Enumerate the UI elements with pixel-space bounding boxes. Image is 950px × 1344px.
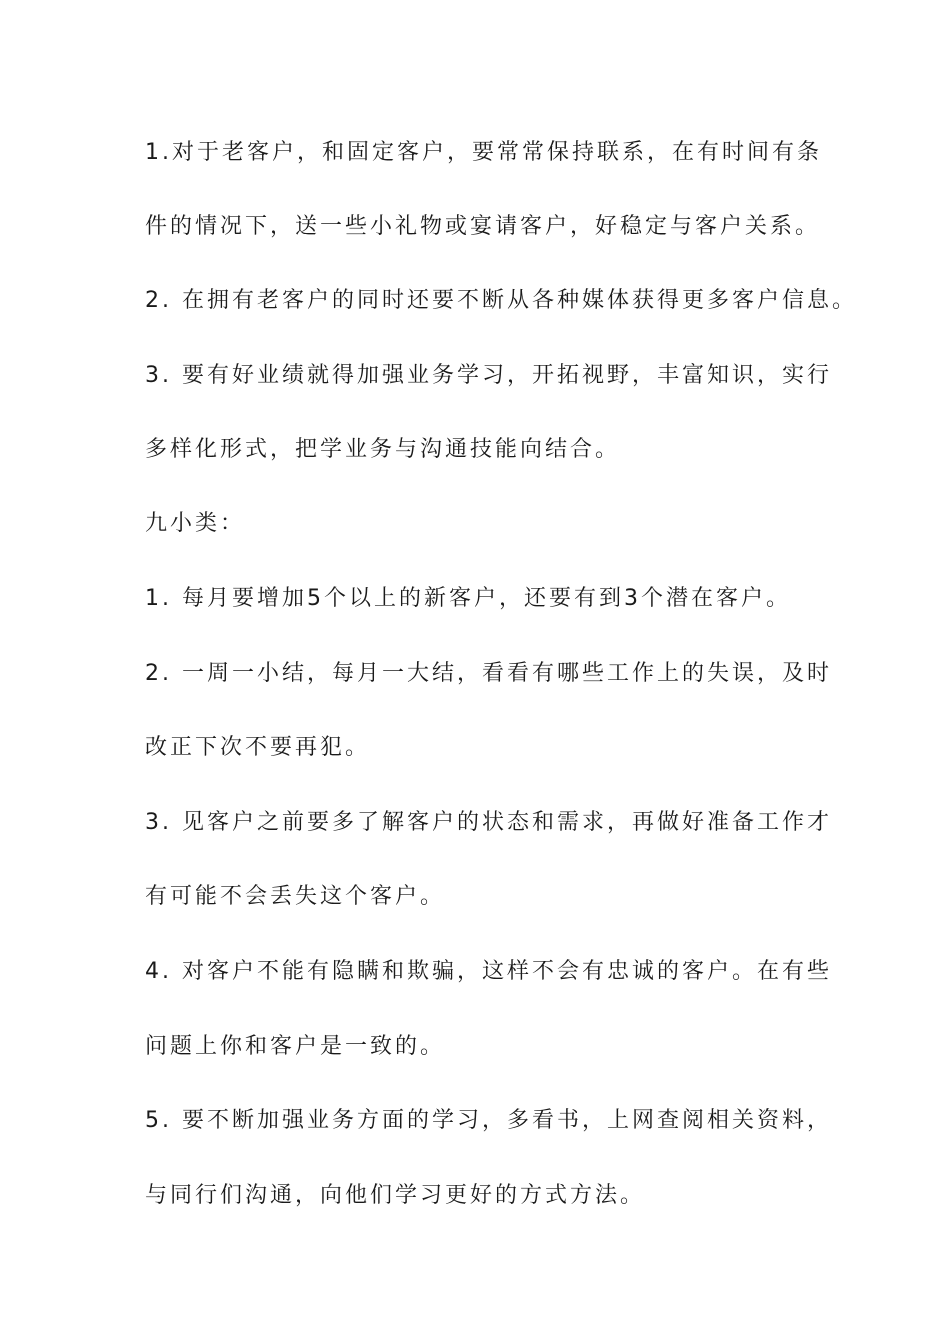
text-line: 改正下次不要再犯。 bbox=[145, 735, 371, 760]
text-line: 2. 一周一小结，每月一大结，看看有哪些工作上的失误，及时 bbox=[145, 661, 832, 686]
section-heading: 九小类： bbox=[145, 511, 246, 536]
text-line: 1.对于老客户，和固定客户，要常常保持联系，在有时间有条 bbox=[145, 140, 822, 165]
text-line: 3. 要有好业绩就得加强业务学习，开拓视野，丰富知识，实行 bbox=[145, 363, 832, 388]
text-line: 问题上你和客户是一致的。 bbox=[145, 1034, 446, 1059]
text-line: 有可能不会丢失这个客户。 bbox=[145, 884, 446, 909]
text-line: 4. 对客户不能有隐瞒和欺骗，这样不会有忠诚的客户。在有些 bbox=[145, 959, 832, 984]
text-line: 与同行们沟通，向他们学习更好的方式方法。 bbox=[145, 1183, 646, 1208]
text-line: 1. 每月要增加5个以上的新客户，还要有到3个潜在客户。 bbox=[145, 586, 791, 611]
text-line: 2. 在拥有老客户的同时还要不断从各种媒体获得更多客户信息。 bbox=[145, 288, 857, 313]
text-line: 5. 要不断加强业务方面的学习，多看书，上网查阅相关资料， bbox=[145, 1108, 832, 1133]
text-line: 多样化形式，把学业务与沟通技能向结合。 bbox=[145, 437, 621, 462]
text-line: 3. 见客户之前要多了解客户的状态和需求，再做好准备工作才 bbox=[145, 810, 832, 835]
text-line: 件的情况下，送一些小礼物或宴请客户，好稳定与客户关系。 bbox=[145, 214, 821, 239]
